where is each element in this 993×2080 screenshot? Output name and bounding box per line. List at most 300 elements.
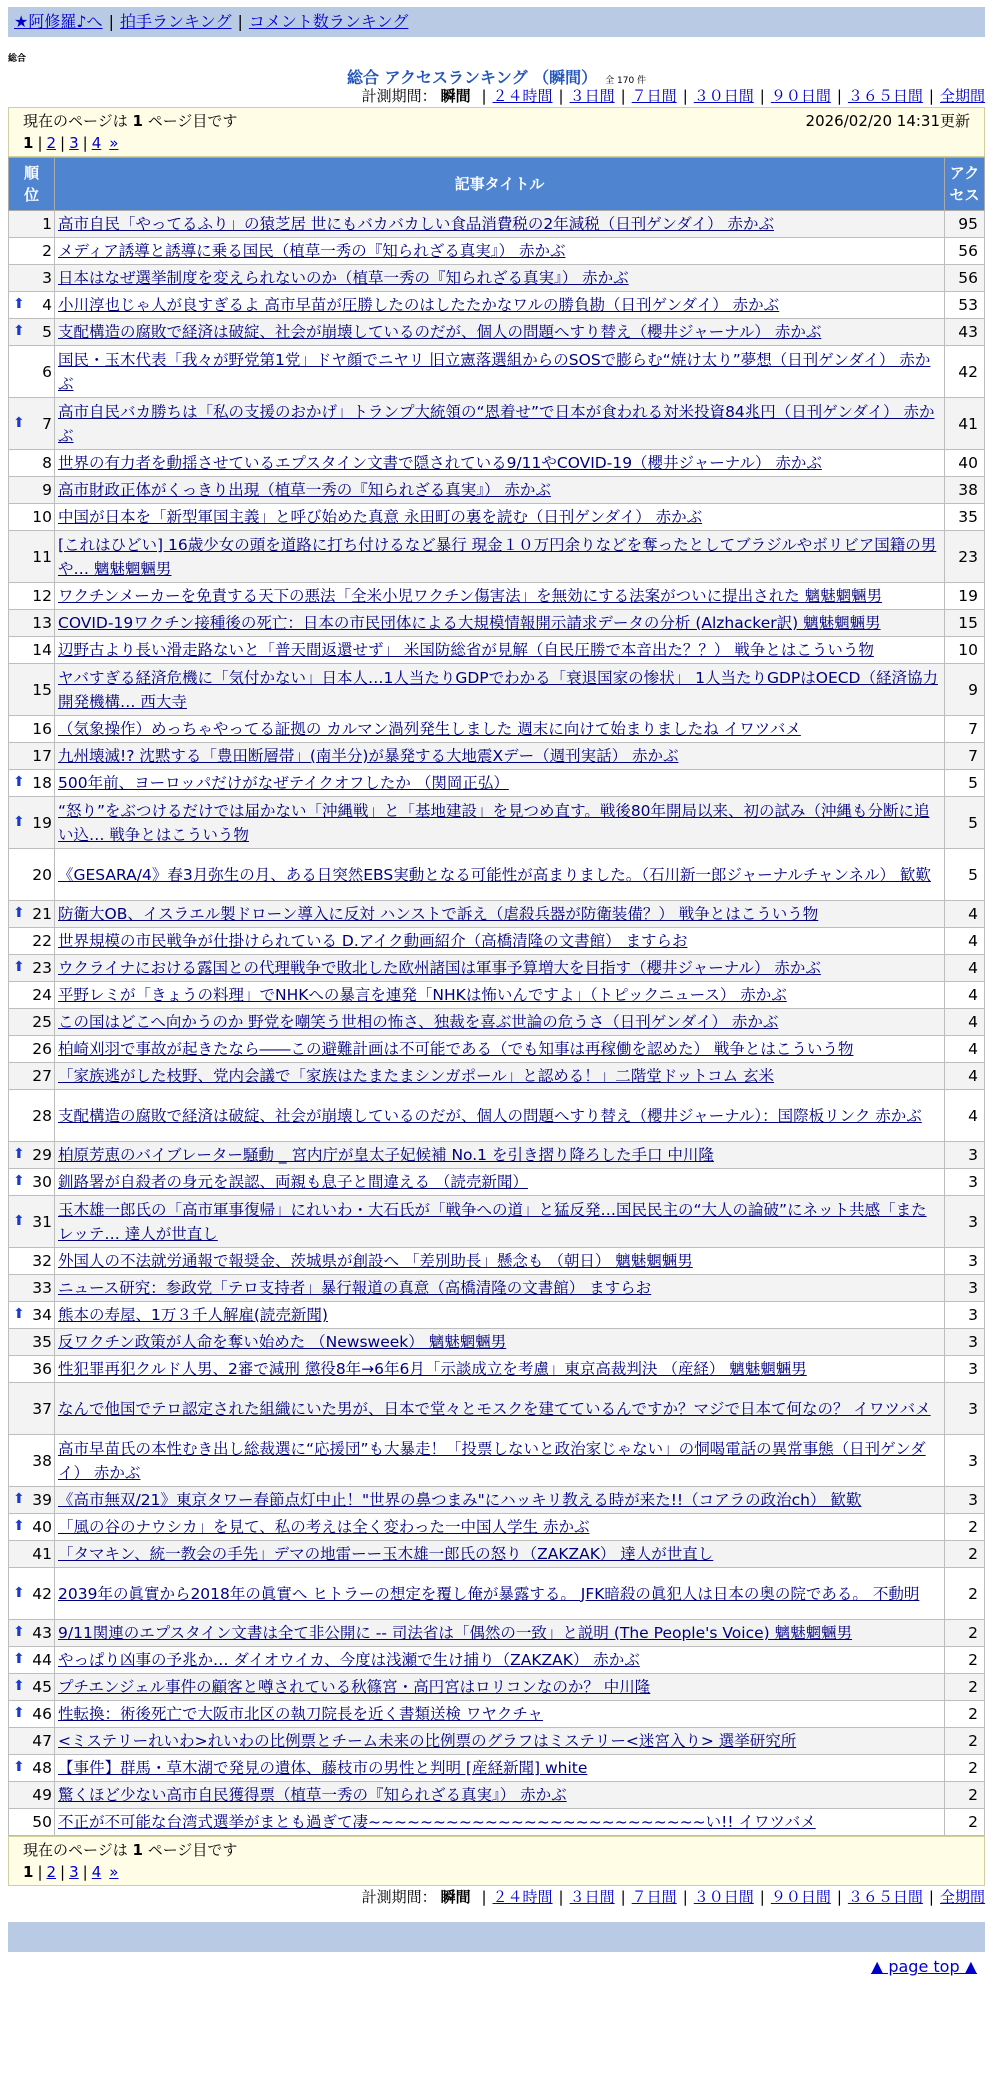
rank-number: 40 bbox=[32, 1518, 52, 1536]
access-count: 4 bbox=[945, 1090, 985, 1142]
article-title-link[interactable]: やっぱり凶事の予兆か… ダイオウイカ、今度は浅瀬で生け捕り（ZAKZAK） 赤かぶ bbox=[58, 1651, 640, 1669]
article-title-link[interactable]: ヤバすぎる経済危機に「気付かない」日本人…1人当たりGDPでわかる「衰退国家の惨状」 1人当たりGDPはOECD（経済協力開発機構… 西大寺 bbox=[58, 668, 938, 711]
rank-cell bbox=[9, 1383, 55, 1435]
footer-bar bbox=[8, 1922, 985, 1952]
period-separator: | bbox=[682, 87, 688, 105]
rank-cell bbox=[9, 955, 55, 982]
pager-separator: | bbox=[82, 1863, 88, 1881]
table-row bbox=[9, 265, 985, 292]
rank-cell bbox=[9, 398, 55, 450]
pager-links bbox=[23, 132, 970, 154]
rank-up-arrow-icon: ⬆ bbox=[13, 959, 25, 975]
pager-separator: | bbox=[82, 134, 88, 152]
rank-up-arrow-icon: ⬆ bbox=[13, 414, 25, 431]
period-separator: | bbox=[682, 1888, 688, 1906]
pager-page-link[interactable]: 2 bbox=[46, 134, 57, 152]
article-title-link[interactable]: 世界の有力者を動揺させているエプスタイン文書で隠されている9/11やCOVID-19（櫻井ジャーナル） 赤かぶ bbox=[58, 454, 822, 472]
article-title-link[interactable]: 高市早苗氏の本性むき出し総裁選に“応援団”も大暴走！「投票しないと政治家じゃない」の恫喝電話の異常事態（日刊ゲンダイ） 赤かぶ bbox=[58, 1439, 926, 1482]
rank-cell bbox=[9, 1435, 55, 1487]
rank-cell bbox=[9, 1009, 55, 1036]
access-count: 3 bbox=[945, 1435, 985, 1487]
access-count: 2 bbox=[945, 1755, 985, 1782]
article-title-link[interactable]: 《高市無双/21》東京タワー春節点灯中止！"世界の鼻つまみ"にハッキリ教える時が来た!!（コアラの政治ch） 歓歎 bbox=[58, 1491, 862, 1509]
article-title-link[interactable]: 500年前、ヨーロッパだけがなぜテイクオフしたか （関岡正弘） bbox=[58, 774, 509, 792]
nav-clap-ranking-link[interactable]: 拍手ランキング bbox=[119, 12, 232, 31]
period-link[interactable]: ３６５日間 bbox=[847, 87, 923, 105]
table-row bbox=[9, 319, 985, 346]
rank-up-arrow-icon: ⬆ bbox=[13, 1678, 25, 1694]
table-row bbox=[9, 770, 985, 797]
table-row bbox=[9, 398, 985, 450]
table-row bbox=[9, 1356, 985, 1383]
title-cell bbox=[55, 477, 945, 504]
rank-number: 3 bbox=[42, 269, 52, 287]
article-title-link[interactable]: 高市自民バカ勝ちは「私の支援のおかげ」トランプ大統領の“恩着せ”で日本が食われる対米投資84兆円（日刊ゲンダイ） 赤かぶ bbox=[58, 402, 935, 445]
rank-cell bbox=[9, 982, 55, 1009]
period-separator: | bbox=[759, 1888, 765, 1906]
rank-cell bbox=[9, 849, 55, 901]
access-count: 56 bbox=[945, 238, 985, 265]
rank-number: 34 bbox=[32, 1306, 52, 1324]
table-row bbox=[9, 583, 985, 610]
period-link[interactable]: ９０日間 bbox=[770, 87, 831, 105]
rank-number: 17 bbox=[32, 747, 52, 765]
title-cell bbox=[55, 1090, 945, 1142]
access-count: 7 bbox=[945, 743, 985, 770]
title-cell bbox=[55, 1728, 945, 1755]
rank-up-arrow-icon: ⬆ bbox=[13, 1518, 25, 1534]
period-separator: | bbox=[759, 87, 765, 105]
article-title-link[interactable]: プチエンジェル事件の顧客と噂されている秋篠宮・高円宮はロリコンなのか？ 中川隆 bbox=[58, 1678, 651, 1696]
title-cell bbox=[55, 1487, 945, 1514]
access-count: 2 bbox=[945, 1568, 985, 1620]
rank-up-arrow-icon: ⬆ bbox=[13, 813, 25, 830]
title-cell bbox=[55, 1541, 945, 1568]
title-cell bbox=[55, 1383, 945, 1435]
pager-page-link[interactable]: 4 bbox=[91, 134, 102, 152]
article-title-link[interactable]: 柏原芳恵のバイブレーター騒動 _ 宮内庁が皇太子妃候補 No.1 を引き摺り降ろした手口 中川隆 bbox=[58, 1146, 714, 1164]
access-count: 3 bbox=[945, 1169, 985, 1196]
pager-page-link[interactable]: 3 bbox=[69, 134, 79, 152]
article-title-link[interactable]: 「風の谷のナウシカ」を見て、私の考えは全く変わった一中国人学生 赤かぶ bbox=[58, 1518, 590, 1536]
access-count: 3 bbox=[945, 1356, 985, 1383]
column-header-access: アク セス bbox=[945, 158, 985, 211]
access-count: 38 bbox=[945, 477, 985, 504]
access-count: 56 bbox=[945, 265, 985, 292]
access-count: 2 bbox=[945, 1514, 985, 1541]
article-title-link[interactable]: 不正が不可能な台湾式選挙がまとも過ぎて凄~~~~~~~~~~~~~~~~~~~~~~~~~~い!! イワツバメ bbox=[58, 1813, 816, 1831]
access-count: 4 bbox=[945, 1063, 985, 1090]
access-count: 3 bbox=[945, 1196, 985, 1248]
article-title-link[interactable]: 9/11関連のエプスタイン文書は全て非公開に -- 司法省は「偶然の一致」と説明 (The People's Voice) 魑魅魍魎男 bbox=[58, 1624, 853, 1642]
rank-number: 16 bbox=[32, 720, 52, 738]
title-cell bbox=[55, 610, 945, 637]
access-count: 42 bbox=[945, 346, 985, 398]
table-row bbox=[9, 1514, 985, 1541]
rank-number: 7 bbox=[42, 414, 52, 433]
rank-number: 36 bbox=[32, 1360, 52, 1378]
article-title-link[interactable]: 支配構造の腐敗で経済は破綻、社会が崩壊しているのだが、個人の問題へすり替え（櫻井ジャーナル）：国際板リンク 赤かぶ bbox=[58, 1106, 922, 1125]
article-title-link[interactable]: 「家族逃がした枝野、党内会議で「家族はたまたまシンガポール」と認める！」二階堂ドットコム 玄米 bbox=[58, 1067, 774, 1085]
access-count: 7 bbox=[945, 716, 985, 743]
article-title-link[interactable]: この国はどこへ向かうのか 野党を嘲笑う世相の怖さ、独裁を喜ぶ世論の危うさ（日刊ゲンダイ） 赤かぶ bbox=[58, 1013, 779, 1031]
period-current: 瞬間 bbox=[440, 87, 471, 105]
period-separator: | bbox=[928, 87, 934, 105]
article-title-link[interactable]: 柏崎刈羽で事故が起きたなら――この避難計画は不可能である（でも知事は再稼働を認めた） 戦争とはこういう物 bbox=[58, 1040, 854, 1058]
rank-up-arrow-icon: ⬆ bbox=[13, 1651, 25, 1667]
page-status: 現在のページは 1 ページ目です bbox=[23, 112, 238, 130]
table-row bbox=[9, 238, 985, 265]
rank-number: 5 bbox=[42, 323, 52, 341]
rank-cell bbox=[9, 583, 55, 610]
rank-up-arrow-icon: ⬆ bbox=[13, 1173, 25, 1189]
article-title-link[interactable]: 九州壊滅!? 沈黙する「豊田断層帯」(南半分)が暴発する大地震Xデー（週刊実話） 赤かぶ bbox=[58, 747, 679, 765]
rank-number: 30 bbox=[32, 1173, 52, 1191]
access-count: 2 bbox=[945, 1541, 985, 1568]
access-count: 2 bbox=[945, 1647, 985, 1674]
rank-number: 39 bbox=[32, 1491, 52, 1509]
article-title-link[interactable]: [これはひどい] 16歳少女の頭を道路に打ち付けるなど暴行 現金１０万円余りなどを奪ったとしてブラジルやボリビア国籍の男や… 魑魅魍魎男 bbox=[58, 535, 937, 578]
pager-next-link[interactable]: » bbox=[109, 134, 119, 152]
table-row bbox=[9, 1541, 985, 1568]
table-row bbox=[9, 849, 985, 901]
article-title-link[interactable]: 小川淳也じゃ人が良すぎるよ 高市早苗が圧勝したのはしたたかなワルの勝負勘（日刊ゲンダイ） 赤かぶ bbox=[58, 296, 780, 314]
access-count: 3 bbox=[945, 1275, 985, 1302]
article-title-link[interactable]: 支配構造の腐敗で経済は破綻、社会が崩壊しているのだが、個人の問題へすり替え（櫻井ジャーナル） 赤かぶ bbox=[58, 323, 822, 341]
table-row bbox=[9, 504, 985, 531]
table-row bbox=[9, 450, 985, 477]
article-title-link[interactable]: 防衛大OB、イスラエル製ドローン導入に反対 ハンストで訴え（虐殺兵器が防衛装備？） 戦争とはこういう物 bbox=[58, 905, 819, 923]
rank-cell bbox=[9, 1620, 55, 1647]
access-count: 4 bbox=[945, 1009, 985, 1036]
rank-cell bbox=[9, 238, 55, 265]
pager-next-link[interactable]: » bbox=[109, 1863, 119, 1881]
period-link[interactable]: ２４時間 bbox=[492, 87, 553, 105]
title-cell bbox=[55, 211, 945, 238]
table-row bbox=[9, 1383, 985, 1435]
rank-number: 22 bbox=[32, 932, 52, 950]
table-row bbox=[9, 1196, 985, 1248]
pager-page-link[interactable]: 3 bbox=[69, 1863, 79, 1881]
table-row bbox=[9, 1248, 985, 1275]
rank-up-arrow-icon: ⬆ bbox=[13, 1584, 25, 1601]
article-title-link[interactable]: 驚くほど少ない高市自民獲得票（植草一秀の『知られざる真実』） 赤かぶ bbox=[58, 1786, 567, 1804]
rank-cell bbox=[9, 450, 55, 477]
rank-cell bbox=[9, 1809, 55, 1836]
table-row bbox=[9, 211, 985, 238]
table-row bbox=[9, 1142, 985, 1169]
access-count: 5 bbox=[945, 849, 985, 901]
rank-cell bbox=[9, 1728, 55, 1755]
title-cell bbox=[55, 1169, 945, 1196]
access-count: 15 bbox=[945, 610, 985, 637]
rank-number: 27 bbox=[32, 1067, 52, 1085]
access-count: 4 bbox=[945, 901, 985, 928]
article-title-link[interactable]: 性転換：術後死亡で大阪市北区の執刀院長を近く書類送検 ワヤクチャ bbox=[58, 1705, 543, 1723]
article-title-link[interactable]: 釧路署が自殺者の身元を誤認、両親も息子と間違える （読売新聞） bbox=[58, 1173, 528, 1191]
title-cell bbox=[55, 1356, 945, 1383]
article-title-link[interactable]: 辺野古より長い滑走路ないと「普天間返還せず」 米国防総省が見解（自民圧勝で本音出た？？） 戦争とはこういう物 bbox=[58, 641, 874, 659]
access-count: 2 bbox=[945, 1809, 985, 1836]
rank-number: 4 bbox=[42, 296, 52, 314]
rank-cell bbox=[9, 637, 55, 664]
ranking-heading bbox=[8, 65, 985, 85]
rank-number: 10 bbox=[32, 508, 52, 526]
rank-number: 1 bbox=[42, 215, 52, 233]
table-row bbox=[9, 1701, 985, 1728]
rank-number: 42 bbox=[32, 1584, 52, 1603]
title-cell bbox=[55, 1620, 945, 1647]
table-row bbox=[9, 1782, 985, 1809]
page-top-row bbox=[8, 1952, 985, 1982]
top-nav-bar bbox=[8, 7, 985, 37]
rank-cell bbox=[9, 1674, 55, 1701]
table-row bbox=[9, 637, 985, 664]
table-row bbox=[9, 477, 985, 504]
title-cell bbox=[55, 743, 945, 770]
title-cell bbox=[55, 1275, 945, 1302]
title-cell bbox=[55, 637, 945, 664]
table-row bbox=[9, 1487, 985, 1514]
table-row bbox=[9, 1620, 985, 1647]
rank-number: 2 bbox=[42, 242, 52, 260]
title-cell bbox=[55, 928, 945, 955]
table-row bbox=[9, 743, 985, 770]
period-link[interactable]: ９０日間 bbox=[770, 1888, 831, 1906]
rank-cell bbox=[9, 1568, 55, 1620]
title-cell bbox=[55, 1435, 945, 1487]
article-title-link[interactable]: 「タマキン、統一教会の手先」デマの地雷ーー玉木雄一郎氏の怒り（ZAKZAK） 達人が世直し bbox=[58, 1545, 714, 1563]
table-row bbox=[9, 1809, 985, 1836]
access-count: 5 bbox=[945, 797, 985, 849]
title-cell bbox=[55, 1036, 945, 1063]
access-count: 4 bbox=[945, 955, 985, 982]
access-count: 2 bbox=[945, 1782, 985, 1809]
article-title-link[interactable]: 性犯罪再犯クルド人男、2審で減刑 懲役8年→6年6月「示談成立を考慮」東京高裁判決 （産経） 魑魅魍魎男 bbox=[58, 1360, 807, 1378]
period-separator: | bbox=[836, 87, 842, 105]
pager-page-link[interactable]: 2 bbox=[46, 1863, 57, 1881]
title-cell bbox=[55, 1196, 945, 1248]
access-count: 3 bbox=[945, 1302, 985, 1329]
title-cell bbox=[55, 319, 945, 346]
rank-number: 35 bbox=[32, 1333, 52, 1351]
table-row bbox=[9, 664, 985, 716]
total-count: 全 170 件 bbox=[605, 76, 647, 86]
period-link[interactable]: ７日間 bbox=[631, 1888, 677, 1906]
title-cell bbox=[55, 955, 945, 982]
rank-number: 12 bbox=[32, 587, 52, 605]
table-row bbox=[9, 1647, 985, 1674]
title-cell bbox=[55, 1674, 945, 1701]
page-top-link[interactable]: ▲ page top ▲ bbox=[870, 1957, 977, 1976]
rank-number: 11 bbox=[32, 547, 52, 566]
access-count: 2 bbox=[945, 1701, 985, 1728]
article-title-link[interactable]: ニュース研究：参政党「テロ支持者」暴行報道の真意（高橋清隆の文書館） ますらお bbox=[58, 1279, 652, 1297]
rank-number: 25 bbox=[32, 1013, 52, 1031]
table-row bbox=[9, 955, 985, 982]
table-row bbox=[9, 1302, 985, 1329]
rank-number: 46 bbox=[32, 1705, 52, 1723]
period-link[interactable]: ３０日間 bbox=[693, 87, 754, 105]
pager-separator: | bbox=[60, 134, 66, 152]
title-cell bbox=[55, 1755, 945, 1782]
access-count: 3 bbox=[945, 1142, 985, 1169]
rank-number: 9 bbox=[42, 481, 52, 499]
rank-number: 29 bbox=[32, 1146, 52, 1164]
article-title-link[interactable]: COVID-19ワクチン接種後の死亡：日本の市民団体による大規模情報開示請求データの分析 (Alzhacker訳) 魑魅魍魎男 bbox=[58, 614, 881, 632]
article-title-link[interactable]: 日本はなぜ選挙制度を変えられないのか（植草一秀の『知られざる真実』） 赤かぶ bbox=[58, 269, 629, 287]
period-link[interactable]: 全期間 bbox=[939, 1888, 985, 1906]
rank-number: 6 bbox=[42, 362, 52, 381]
rank-cell bbox=[9, 770, 55, 797]
table-row bbox=[9, 531, 985, 583]
period-separator: | bbox=[620, 1888, 626, 1906]
period-link[interactable]: ３６５日間 bbox=[847, 1888, 923, 1906]
article-title-link[interactable]: 熊本の寿屋、1万３千人解雇(読売新聞) bbox=[58, 1306, 328, 1324]
rank-number: 37 bbox=[32, 1399, 52, 1418]
access-count: 5 bbox=[945, 770, 985, 797]
article-title-link[interactable]: ワクチンメーカーを免責する天下の悪法「全米小児ワクチン傷害法」を無効にする法案がついに提出された 魑魅魍魎男 bbox=[58, 587, 883, 605]
rank-number: 45 bbox=[32, 1678, 52, 1696]
rank-cell bbox=[9, 797, 55, 849]
access-count: 3 bbox=[945, 1248, 985, 1275]
article-title-link[interactable]: 2039年の眞實から2018年の眞實へ ヒトラーの想定を覆し俺が暴露する。 JFK暗殺の眞犯人は日本の奥の院である。 不動明 bbox=[58, 1584, 920, 1603]
access-count: 3 bbox=[945, 1487, 985, 1514]
rank-number: 38 bbox=[32, 1451, 52, 1470]
rank-cell bbox=[9, 292, 55, 319]
title-cell bbox=[55, 1701, 945, 1728]
article-title-link[interactable]: メディア誘導と誘導に乗る国民（植草一秀の『知られざる真実』） 赤かぶ bbox=[58, 242, 566, 260]
access-count: 4 bbox=[945, 1036, 985, 1063]
access-count: 53 bbox=[945, 292, 985, 319]
pagination-box-top bbox=[8, 107, 985, 157]
title-cell bbox=[55, 1647, 945, 1674]
rank-cell bbox=[9, 346, 55, 398]
access-count: 4 bbox=[945, 982, 985, 1009]
title-cell bbox=[55, 1142, 945, 1169]
article-title-link[interactable]: 中国が日本を「新型軍国主義」と呼び始めた真意 永田町の裏を読む（日刊ゲンダイ） 赤かぶ bbox=[58, 508, 703, 526]
article-title-link[interactable]: 反ワクチン政策が人命を奪い始めた （Newsweek） 魑魅魍魎男 bbox=[58, 1333, 507, 1351]
access-count: 35 bbox=[945, 504, 985, 531]
access-count: 23 bbox=[945, 531, 985, 583]
rank-up-arrow-icon: ⬆ bbox=[13, 905, 25, 921]
title-cell bbox=[55, 531, 945, 583]
period-separator: | bbox=[928, 1888, 934, 1906]
pager-separator: | bbox=[60, 1863, 66, 1881]
period-link[interactable]: ３日間 bbox=[569, 1888, 615, 1906]
title-cell bbox=[55, 849, 945, 901]
period-separator: | bbox=[836, 1888, 842, 1906]
article-title-link[interactable]: 高市財政正体がくっきり出現（植草一秀の『知られざる真実』） 赤かぶ bbox=[58, 481, 551, 499]
rank-cell bbox=[9, 477, 55, 504]
table-row bbox=[9, 1169, 985, 1196]
rank-number: 50 bbox=[32, 1813, 52, 1831]
rank-cell bbox=[9, 1356, 55, 1383]
article-title-link[interactable]: 玉木雄一郎氏の「高市軍事復帰」にれいわ・大石氏が「戦争への道」と猛反発…国民民主の“大人の論破”にネット共感「またレッテ… 達人が世直し bbox=[58, 1200, 927, 1243]
access-count: 9 bbox=[945, 664, 985, 716]
access-count: 41 bbox=[945, 398, 985, 450]
rank-cell bbox=[9, 531, 55, 583]
title-cell bbox=[55, 1514, 945, 1541]
article-title-link[interactable]: 高市自民「やってるふり」の猿芝居 世にもバカバカしい食品消費税の2年減税（日刊ゲンダイ） 赤かぶ bbox=[58, 215, 774, 233]
nav-comment-ranking-link[interactable]: コメント数ランキング bbox=[248, 12, 409, 31]
article-title-link[interactable]: なんで他国でテロ認定された組織にいた男が、日本で堂々とモスクを建てているんですか？マジで日本て何なの？ イワツバメ bbox=[58, 1399, 931, 1418]
article-title-link[interactable]: 《GESARA/4》春3月弥生の月、ある日突然EBS実動となる可能性が高まりました。（石川新一郎ジャーナルチャンネル） 歓歎 bbox=[58, 865, 931, 884]
rank-up-arrow-icon: ⬆ bbox=[13, 1705, 25, 1721]
title-cell bbox=[55, 238, 945, 265]
pager-separator: | bbox=[37, 134, 43, 152]
article-title-link[interactable]: 【事件】群馬・草木湖で発見の遺体、藤枝市の男性と判明 [産経新聞] white bbox=[58, 1759, 588, 1777]
article-title-link[interactable]: （気象操作）めっちゃやってる証拠の カルマン渦列発生しました 週末に向けて始まりましたね イワツバメ bbox=[58, 720, 801, 738]
table-row bbox=[9, 928, 985, 955]
genre-label: 総合 bbox=[8, 54, 27, 64]
period-link[interactable]: 全期間 bbox=[939, 87, 985, 105]
article-title-link[interactable]: 国民・玉木代表「我々が野党第1党」ドヤ顔でニヤリ 旧立憲落選組からのSOSで膨らむ“焼け太り”夢想（日刊ゲンダイ） 赤かぶ bbox=[58, 350, 931, 393]
access-count: 2 bbox=[945, 1674, 985, 1701]
title-cell bbox=[55, 1568, 945, 1620]
table-row bbox=[9, 1435, 985, 1487]
nav-separator: | bbox=[108, 12, 114, 31]
period-link[interactable]: ７日間 bbox=[631, 87, 677, 105]
column-header-title: 記事タイトル bbox=[55, 158, 945, 211]
rank-cell bbox=[9, 610, 55, 637]
title-cell bbox=[55, 1782, 945, 1809]
article-title-link[interactable]: ウクライナにおける露国との代理戦争で敗北した欧州諸国は軍事予算増大を目指す（櫻井ジャーナル） 赤かぶ bbox=[58, 959, 821, 977]
rank-cell bbox=[9, 265, 55, 292]
rank-number: 18 bbox=[32, 774, 52, 792]
title-cell bbox=[55, 346, 945, 398]
rank-up-arrow-icon: ⬆ bbox=[13, 323, 25, 339]
rank-number: 44 bbox=[32, 1651, 52, 1669]
nav-home-link[interactable]: ★阿修羅♪へ bbox=[14, 12, 103, 31]
period-selector-bottom bbox=[8, 1886, 985, 1908]
rank-number: 31 bbox=[32, 1212, 52, 1231]
title-cell bbox=[55, 982, 945, 1009]
period-current: 瞬間 bbox=[440, 1888, 471, 1906]
title-cell bbox=[55, 450, 945, 477]
period-separator: | bbox=[620, 87, 626, 105]
rank-up-arrow-icon: ⬆ bbox=[13, 1491, 25, 1507]
rank-number: 8 bbox=[42, 454, 52, 472]
rank-cell bbox=[9, 743, 55, 770]
access-count: 3 bbox=[945, 1329, 985, 1356]
pager-links bbox=[23, 1861, 970, 1883]
article-title-link[interactable]: 平野レミが「きょうの料理」でNHKへの暴言を連発「NHKは怖いんですよ」（トピックニュース） 赤かぶ bbox=[58, 986, 787, 1004]
period-link[interactable]: ３０日間 bbox=[693, 1888, 754, 1906]
rank-up-arrow-icon: ⬆ bbox=[13, 1759, 25, 1775]
rank-cell bbox=[9, 1755, 55, 1782]
table-row bbox=[9, 1755, 985, 1782]
table-row bbox=[9, 292, 985, 319]
article-title-link[interactable]: “怒り”をぶつけるだけでは届かない「沖縄戦」と「基地建設」を見つめ直す。戦後80年開局以来、初の試み（沖縄も分断に追い込… 戦争とはこういう物 bbox=[58, 801, 930, 844]
title-cell bbox=[55, 504, 945, 531]
rank-number: 43 bbox=[32, 1624, 52, 1642]
period-link[interactable]: ３日間 bbox=[569, 87, 615, 105]
rank-number: 47 bbox=[32, 1732, 52, 1750]
article-title-link[interactable]: <ミステリーれいわ>れいわの比例票とチーム未来の比例票のグラフはミステリー<迷宮入り> 選挙研究所 bbox=[58, 1732, 797, 1750]
pager-page-link[interactable]: 4 bbox=[91, 1863, 102, 1881]
rank-cell bbox=[9, 901, 55, 928]
table-row bbox=[9, 1568, 985, 1620]
rank-cell bbox=[9, 504, 55, 531]
period-link[interactable]: ２４時間 bbox=[492, 1888, 553, 1906]
article-title-link[interactable]: 世界規模の市民戦争が仕掛けられている D.アイク動画紹介（高橋清隆の文書館） ますらお bbox=[58, 932, 688, 950]
article-title-link[interactable]: 外国人の不法就労通報で報奨金、茨城県が創設へ 「差別助長」懸念も （朝日） 魑魅魍魎男 bbox=[58, 1252, 693, 1270]
rank-number: 15 bbox=[32, 680, 52, 699]
nav-separator: | bbox=[237, 12, 243, 31]
rank-cell bbox=[9, 1487, 55, 1514]
access-count: 3 bbox=[945, 1383, 985, 1435]
